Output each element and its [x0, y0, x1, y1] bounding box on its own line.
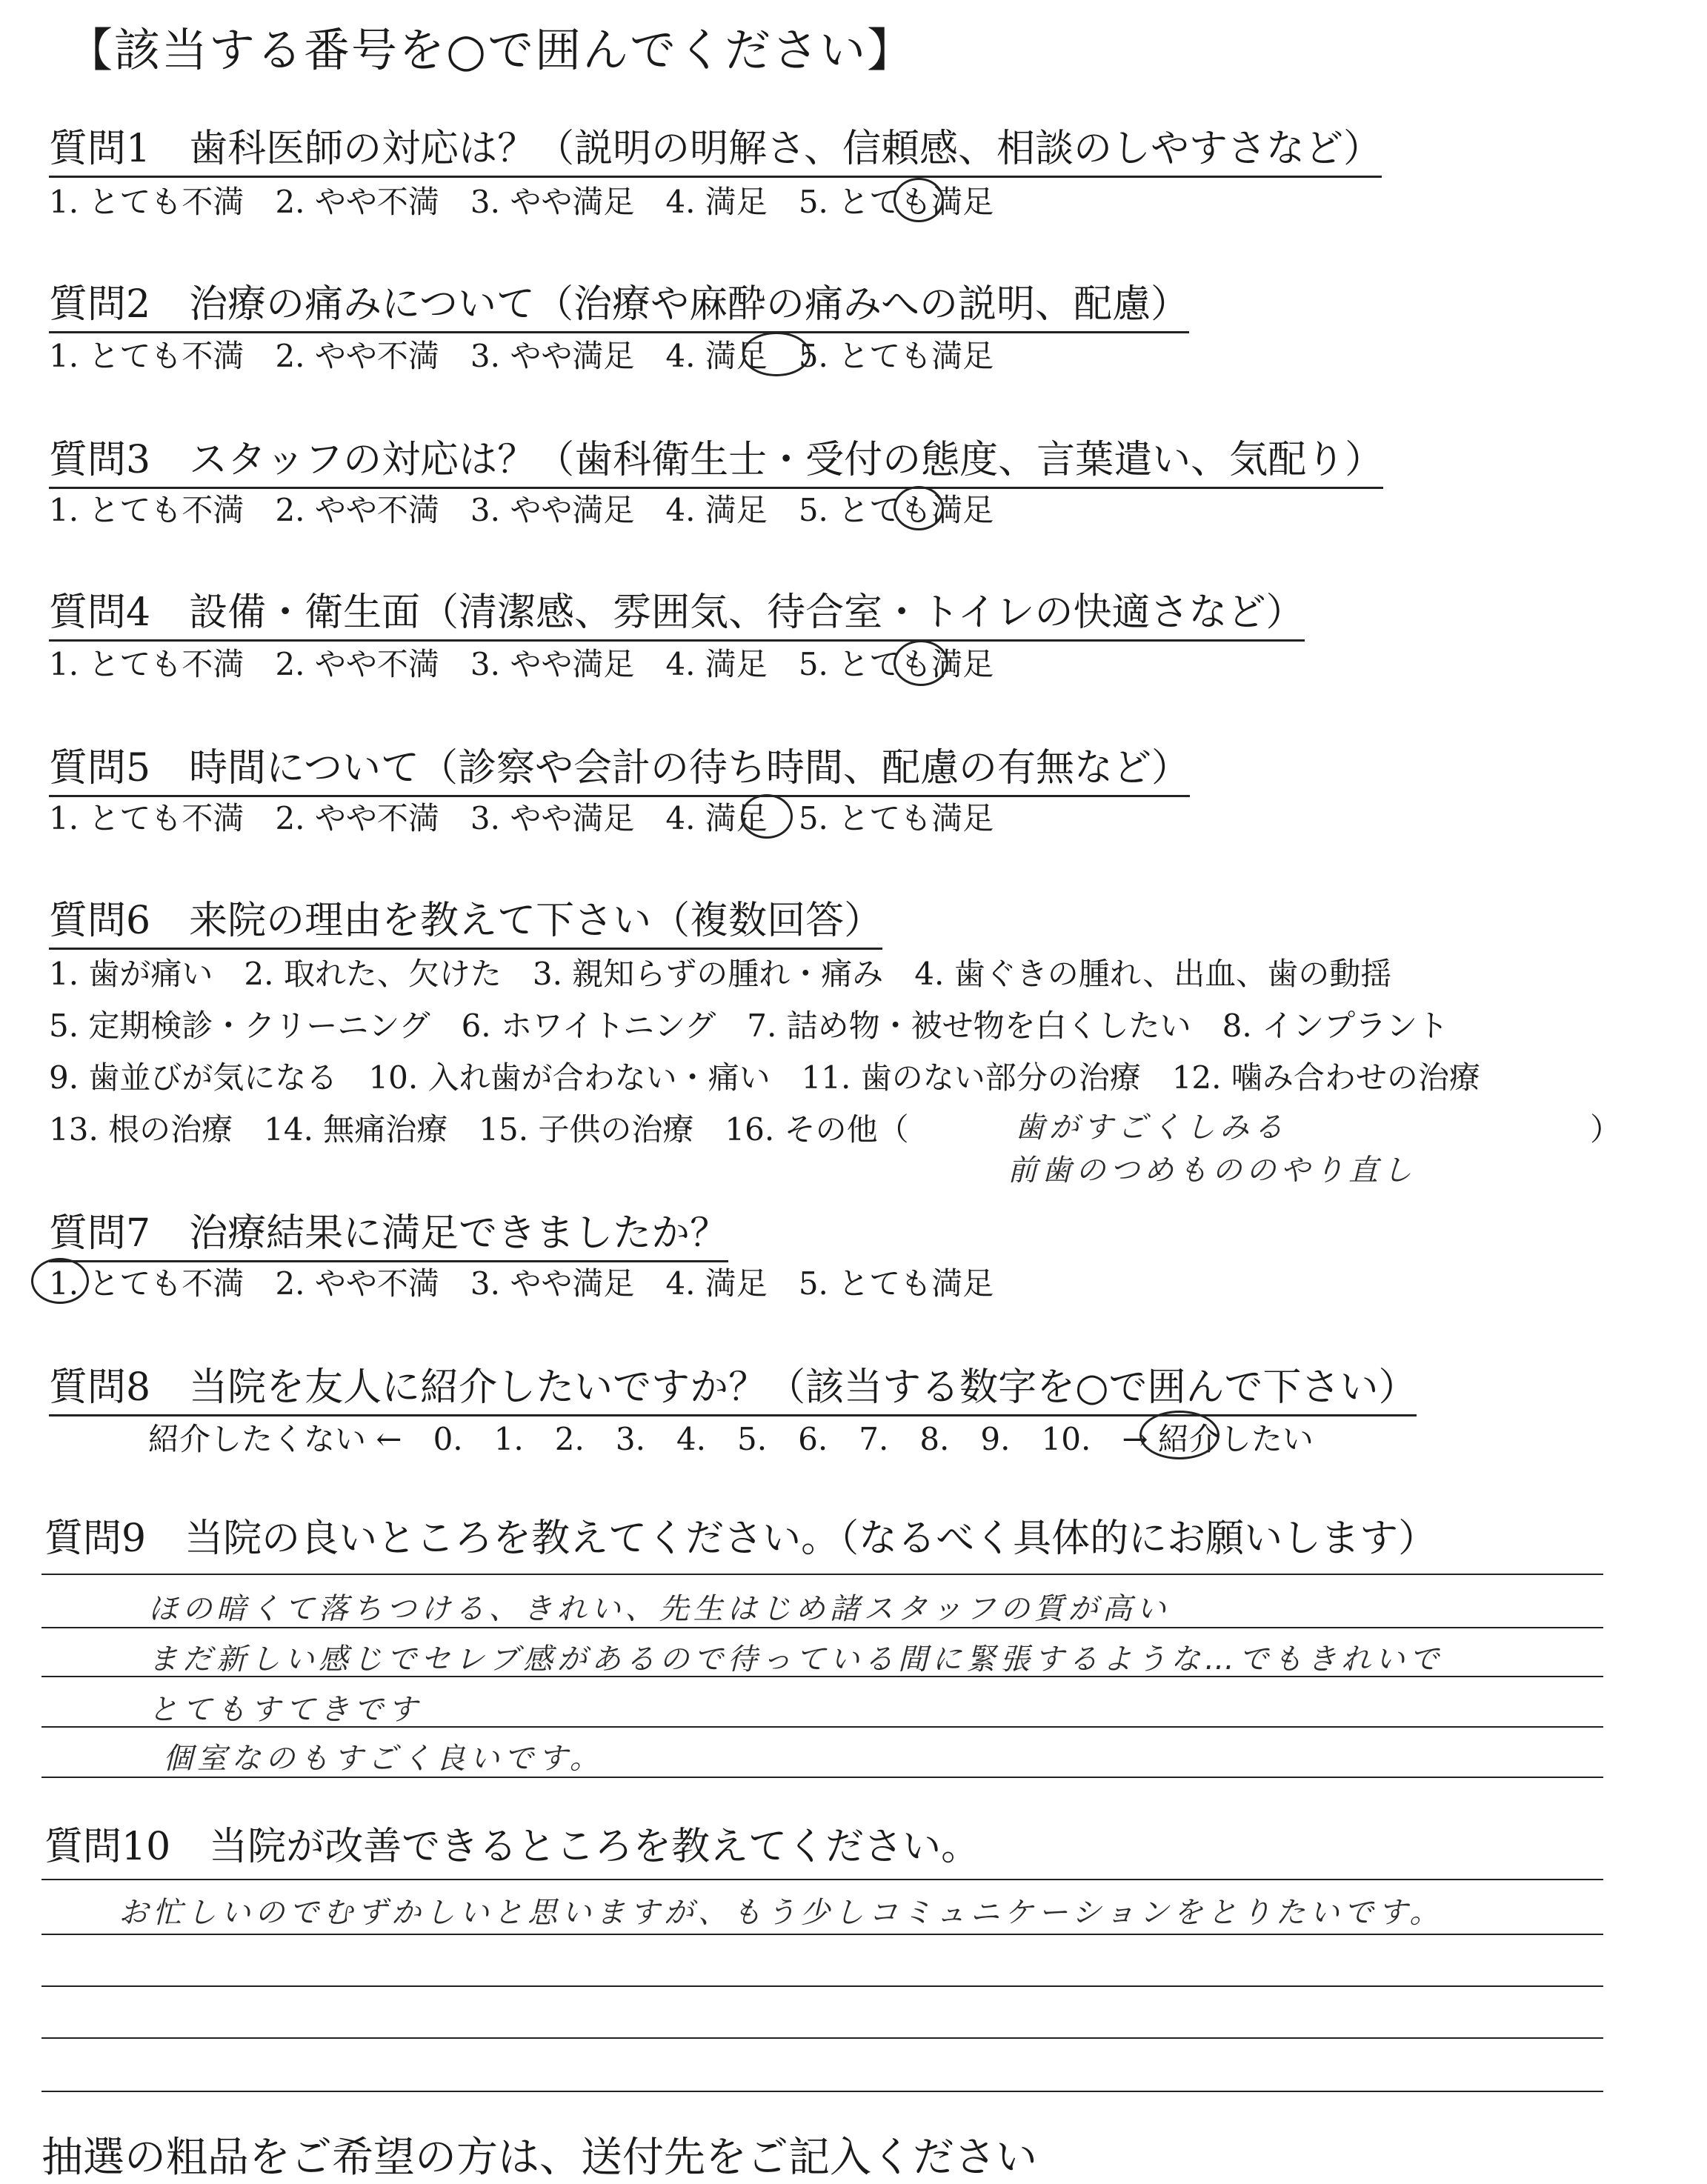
answer-line — [41, 1726, 1603, 1728]
option-2[interactable]: 2. やや不満 — [275, 492, 439, 528]
option-1[interactable]: 1. とても不満 — [49, 338, 244, 374]
reason-row-1: 1. 歯が痛い 2. 取れた、欠けた 3. 親知らずの腫れ・痛み 4. 歯ぐきの腫れ、出血、歯の動揺 — [49, 956, 1392, 992]
question-5-heading: 質問5 時間について（診察や会計の待ち時間、配慮の有無など） — [49, 736, 1190, 797]
scale-5[interactable]: 5. — [737, 1421, 768, 1457]
question-10-heading: 質問10 当院が改善できるところを教えてください。 — [44, 1825, 980, 1869]
scale-8[interactable]: 8. — [919, 1421, 950, 1457]
answer-line — [41, 1627, 1603, 1628]
selection-circle — [741, 794, 793, 839]
answer-text: ほの暗くて落ちつける、きれい、先生はじめ諸スタッフの質が高い — [148, 1592, 1171, 1626]
option-1[interactable]: 1. とても不満 — [49, 492, 244, 528]
recommend-scale — [148, 1415, 1314, 1459]
selection-circle — [742, 332, 811, 376]
question-2-heading: 質問2 治療の痛みについて（治療や麻酔の痛みへの説明、配慮） — [49, 273, 1189, 333]
question-3-heading: 質問3 スタッフの対応は？（歯科衛生士・受付の態度、言葉遣い、気配り） — [49, 428, 1383, 489]
answer-text: とてもすてきです — [148, 1693, 422, 1727]
question-2-options — [49, 332, 994, 376]
selection-circle — [894, 640, 948, 686]
selection-circle — [894, 486, 944, 530]
question-7-options — [49, 1259, 994, 1304]
answer-line — [41, 1985, 1603, 1987]
option-1[interactable]: 1. とても不満 — [49, 1265, 244, 1302]
option-3[interactable]: 3. やや満足 — [470, 800, 635, 836]
answer-text: まだ新しい感じでセレブ感があるので待っている間に緊張するような…でもきれいで — [148, 1642, 1443, 1677]
option-5[interactable]: 5. とても満足 — [798, 338, 994, 374]
scale-2[interactable]: 2. — [554, 1421, 585, 1457]
option-2[interactable]: 2. やや不満 — [275, 800, 439, 836]
option-4[interactable]: 4. 満足 — [665, 646, 768, 682]
option-1[interactable]: 1. とても不満 — [49, 184, 244, 220]
option-2[interactable]: 2. やや不満 — [275, 1265, 439, 1302]
option-4[interactable]: 4. 満足 — [665, 800, 768, 836]
form-title: 【該当する番号を○で囲んでください】 — [67, 23, 915, 77]
selection-circle — [31, 1258, 89, 1304]
option-5[interactable]: 5. とても満足 — [798, 646, 994, 682]
question-1-options — [49, 178, 994, 222]
option-2[interactable]: 2. やや不満 — [275, 338, 439, 374]
option-3[interactable]: 3. やや満足 — [470, 184, 635, 220]
question-1-heading: 質問1 歯科医師の対応は？（説明の明解さ、信頼感、相談のしやすさなど） — [49, 117, 1382, 178]
selection-circle — [894, 178, 944, 222]
question-3-options — [49, 486, 994, 530]
question-9-heading: 質問9 当院の良いところを教えてください。（なるべく具体的にお願いします） — [44, 1517, 1437, 1561]
answer-line — [41, 1934, 1603, 1935]
scale-right-label: → 紹介したい — [1122, 1421, 1314, 1457]
option-4[interactable]: 4. 満足 — [665, 492, 768, 528]
option-5[interactable]: 5. とても満足 — [798, 1265, 994, 1302]
other-close-paren: ） — [1590, 1111, 1622, 1148]
answer-line — [41, 2091, 1603, 2092]
scale-10[interactable]: 10. — [1041, 1421, 1091, 1457]
option-4[interactable]: 4. 満足 — [665, 338, 768, 374]
option-2[interactable]: 2. やや不満 — [275, 184, 439, 220]
footer-instruction: 抽選の粗品をご希望の方は、送付先をご記入ください — [41, 2134, 1037, 2182]
scale-left-label: 紹介したくない ← — [148, 1421, 402, 1457]
option-3[interactable]: 3. やや満足 — [470, 338, 635, 374]
scale-7[interactable]: 7. — [859, 1421, 889, 1457]
scale-9[interactable]: 9. — [980, 1421, 1011, 1457]
reason-row-2: 5. 定期検診・クリーニング 6. ホワイトニング 7. 詰め物・被せ物を白くしたい 8. インプラント — [49, 1008, 1449, 1044]
option-5[interactable]: 5. とても満足 — [798, 184, 994, 220]
scale-6[interactable]: 6. — [798, 1421, 828, 1457]
other-reason-handwritten-1: 歯がすごくしみる — [1015, 1111, 1288, 1145]
option-4[interactable]: 4. 満足 — [665, 184, 768, 220]
selection-circle — [1139, 1411, 1219, 1459]
question-4-options — [49, 640, 994, 685]
question-8-heading: 質問8 当院を友人に紹介したいですか？（該当する数字を○で囲んで下さい） — [49, 1356, 1417, 1416]
reason-row-4: 13. 根の治療 14. 無痛治療 15. 子供の治療 16. その他（ — [49, 1111, 909, 1148]
question-7-heading: 質問7 治療結果に満足できましたか？ — [49, 1202, 728, 1262]
answer-line — [41, 1676, 1603, 1677]
option-1[interactable]: 1. とても不満 — [49, 800, 244, 836]
option-2[interactable]: 2. やや不満 — [275, 646, 439, 682]
answer-line — [41, 2037, 1603, 2039]
scale-4[interactable]: 4. — [676, 1421, 707, 1457]
question-5-options — [49, 794, 994, 839]
scale-0[interactable]: 0. — [433, 1421, 463, 1457]
option-5[interactable]: 5. とても満足 — [798, 492, 994, 528]
answer-line — [41, 1777, 1603, 1778]
answer-line — [41, 1574, 1603, 1575]
option-5[interactable]: 5. とても満足 — [798, 800, 994, 836]
answer-text: お忙しいのでむずかしいと思いますが、もう少しコミュニケーションをとりたいです。 — [119, 1896, 1444, 1930]
option-3[interactable]: 3. やや満足 — [470, 1265, 635, 1302]
option-4[interactable]: 4. 満足 — [665, 1265, 768, 1302]
other-reason-handwritten-2: 前歯のつめもののやり直し — [1008, 1153, 1417, 1188]
reason-row-3: 9. 歯並びが気になる 10. 入れ歯が合わない・痛い 11. 歯のない部分の治療 12. 噛み合わせの治療 — [49, 1059, 1480, 1096]
question-6-heading: 質問6 来院の理由を教えて下さい（複数回答） — [49, 889, 882, 950]
scale-1[interactable]: 1. — [493, 1421, 524, 1457]
option-3[interactable]: 3. やや満足 — [470, 492, 635, 528]
option-1[interactable]: 1. とても不満 — [49, 646, 244, 682]
scale-3[interactable]: 3. — [615, 1421, 645, 1457]
answer-text: 個室なのもすごく良いです。 — [163, 1742, 604, 1776]
question-4-heading: 質問4 設備・衛生面（清潔感、雰囲気、待合室・トイレの快適さなど） — [49, 581, 1305, 642]
option-3[interactable]: 3. やや満足 — [470, 646, 635, 682]
answer-line — [41, 1879, 1603, 1880]
